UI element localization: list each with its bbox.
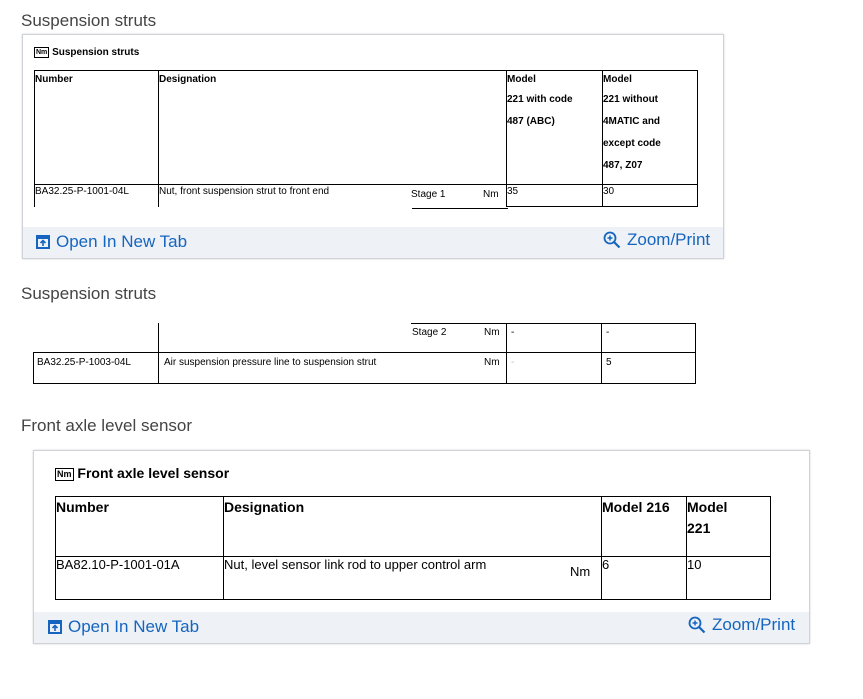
cell-designation: Air suspension pressure line to suspension strut xyxy=(164,357,377,368)
card-title-text: Front axle level sensor xyxy=(77,465,230,481)
table-header-row xyxy=(56,497,771,557)
stage-label: Stage 1 xyxy=(411,189,446,200)
cell-value-model-no4matic: - xyxy=(606,327,610,338)
suspension-struts-card xyxy=(22,34,724,259)
torque-table xyxy=(55,496,771,600)
designation-text: Nut, level sensor link rod to upper control arm xyxy=(224,557,487,572)
section-heading-suspension-struts-2: Suspension struts xyxy=(21,284,157,303)
col-header-model-no4matic: Model 221 without 4MATIC and except code 487, Z07 xyxy=(603,71,698,185)
cell-value-model-no4matic: 30 xyxy=(603,185,698,207)
cell-value-model-216: 6 xyxy=(602,557,687,600)
cell-value-model-no4matic: 5 xyxy=(606,357,612,368)
card-title-text: Suspension struts xyxy=(52,47,140,59)
col-header-model-216: Model 216 xyxy=(602,497,687,557)
section-heading-front-axle-level-sensor: Front axle level sensor xyxy=(21,416,193,435)
open-in-new-tab-icon xyxy=(48,620,62,634)
col-header-designation: Designation xyxy=(159,71,507,185)
zoom-print-link[interactable] xyxy=(688,615,795,635)
card-title xyxy=(55,465,229,481)
card-footer xyxy=(34,612,809,643)
card-footer xyxy=(23,227,723,258)
suspension-struts-continued-table xyxy=(33,323,696,384)
unit-label: Nm xyxy=(484,327,500,338)
section-heading-suspension-struts-1: Suspension struts xyxy=(21,11,157,30)
nm-torque-icon: Nm xyxy=(57,468,72,479)
torque-table xyxy=(34,70,698,207)
zoom-print-link[interactable] xyxy=(603,230,710,250)
nm-torque-icon: Nm xyxy=(36,49,48,56)
col-header-model-abc: Model 221 with code 487 (ABC) xyxy=(507,71,603,185)
table-row xyxy=(56,557,771,600)
cell-value-model-abc: - xyxy=(511,327,515,338)
col-header-designation: Designation xyxy=(224,497,602,557)
designation-text: Nut, front suspension strut to front end xyxy=(159,186,330,197)
table-header-row xyxy=(35,71,698,185)
col-header-number: Number xyxy=(56,497,224,557)
stage-label: Stage 2 xyxy=(412,327,447,338)
cell-number: BA32.25-P-1003-04L xyxy=(37,357,131,368)
col-header-model-221: Model 221 xyxy=(687,497,771,557)
cell-number: BA82.10-P-1001-01A xyxy=(56,557,224,600)
unit-label: Nm xyxy=(484,357,500,368)
cell-value-model-abc: - xyxy=(511,357,515,368)
card-title xyxy=(34,47,139,58)
front-axle-level-sensor-card xyxy=(33,450,810,644)
zoom-print-label: Zoom/Print xyxy=(712,615,796,634)
cell-designation xyxy=(224,557,602,600)
zoom-print-label: Zoom/Print xyxy=(627,230,711,249)
cell-value-model-abc: 35 xyxy=(507,185,603,207)
unit-label: Nm xyxy=(483,189,499,200)
zoom-in-icon xyxy=(688,616,706,634)
cell-number: BA32.25-P-1001-04L xyxy=(35,185,159,207)
open-in-new-tab-icon xyxy=(36,235,50,249)
open-in-new-tab-link[interactable] xyxy=(48,617,199,637)
col-header-number: Number xyxy=(35,71,159,185)
zoom-in-icon xyxy=(603,231,621,249)
cell-value-model-221: 10 xyxy=(687,557,771,600)
open-in-new-tab-label: Open In New Tab xyxy=(56,232,188,251)
table-row xyxy=(35,185,698,207)
unit-label: Nm xyxy=(570,564,591,579)
open-in-new-tab-label: Open In New Tab xyxy=(68,617,200,636)
open-in-new-tab-link[interactable] xyxy=(36,232,187,252)
stage-divider-line xyxy=(412,208,508,209)
cell-designation xyxy=(159,185,507,207)
